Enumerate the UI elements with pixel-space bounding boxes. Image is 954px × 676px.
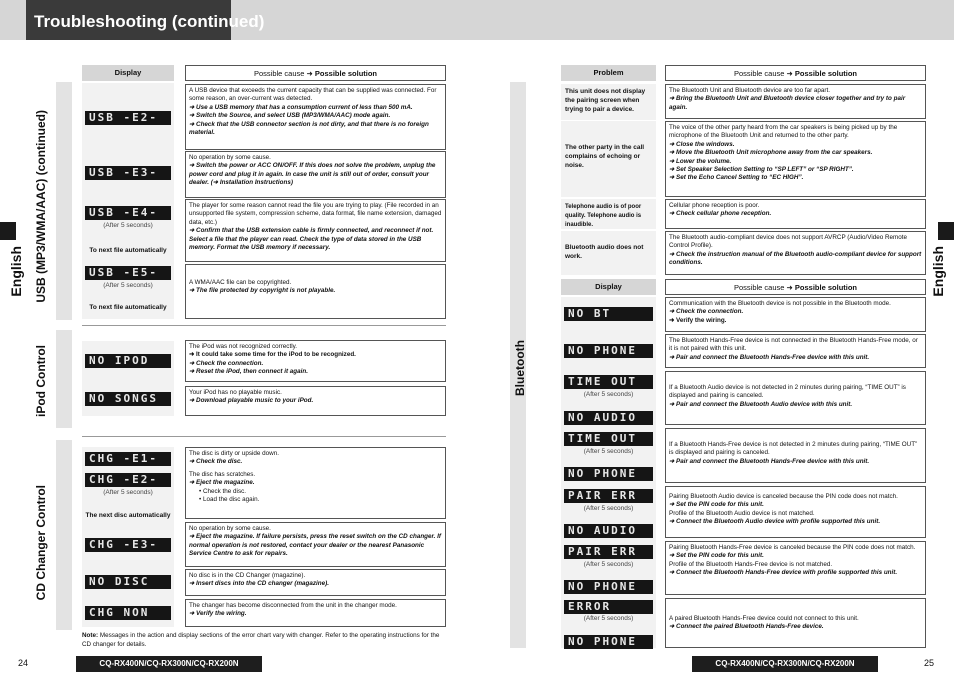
lcd-no-audio: NO AUDIO <box>564 411 653 425</box>
after-5-seconds-caption: (After 5 seconds) <box>583 615 634 622</box>
solution-text: ➜ Close the windows. <box>669 140 735 148</box>
lcd-no-audio: NO AUDIO <box>564 524 653 538</box>
arrow-icon: ➜ <box>786 283 793 292</box>
after-5-seconds-caption: (After 5 seconds) <box>103 222 153 229</box>
cause-text: The changer has become disconnected from the unit in the changer mode. <box>189 602 397 609</box>
solution-text: ➜ Confirm that the USB extension cable is firmly connected, and reconnect if not. Select a file that the player can read. Check the type of data stored in the USB memory. Format the USB memory if necessary. <box>189 227 434 252</box>
solution-text: ➜ Set the PIN code for this unit. <box>669 501 764 509</box>
lcd-no-phone: NO PHONE <box>564 344 653 358</box>
lcd-time-out: TIME OUT <box>564 375 653 389</box>
after-5-seconds-caption: (After 5 seconds) <box>583 561 634 568</box>
solution-text: ➜ Move the Bluetooth Unit microphone away from the car speakers. <box>669 149 873 157</box>
cause-box-no-phone <box>665 334 926 368</box>
cause-text: The Bluetooth Unit and Bluetooth device are too far apart. <box>669 87 831 94</box>
divider <box>82 325 446 326</box>
cause-text: The Bluetooth audio-compliant device does not support AVRCP (Audio/Video Remote Control Profile). <box>669 234 908 250</box>
divider <box>82 436 446 437</box>
solution-text: ➜ Switch the Source, and select USB (MP3/WMA/AAC) mode again. <box>189 112 391 120</box>
lcd-no-phone: NO PHONE <box>564 635 653 649</box>
after-5-seconds-caption: (After 5 seconds) <box>103 489 153 496</box>
lcd-chg-non: CHG NON <box>85 606 171 620</box>
cause-text: The voice of the other party heard from the car speakers is being picked up by the microphone of the Bluetooth Unit and returned to the other party. <box>669 124 898 140</box>
cause-text: Cellular phone reception is poor. <box>669 202 760 209</box>
lcd-no-ipod: NO IPOD <box>85 354 171 368</box>
solution-text: ➜ Switch the power or ACC ON/OFF. If this does not solve the problem, unplug the power cord and plug it in again. In case the unit is still out of order, consult your dealer. (➜ Installation Instructions) <box>189 162 436 187</box>
lcd-no-disc: NO DISC <box>85 575 171 589</box>
solution-text: ➜ Check cellular phone reception. <box>669 210 772 218</box>
model-banner-right: CQ-RX400N/CQ-RX300N/CQ-RX200N <box>692 656 878 672</box>
solution-text: ➜ It could take some time for the iPod to be recognized. <box>189 351 356 359</box>
cause-text: The iPod was not recognized correctly. <box>189 343 298 350</box>
right-header-display: Display <box>561 279 656 295</box>
lcd-time-out: TIME OUT <box>564 432 653 446</box>
cause-box-bt-audio <box>665 231 926 275</box>
cause-text: Communication with the Bluetooth device is not possible in the Bluetooth mode. <box>669 300 891 307</box>
cause-text: Pairing Bluetooth Audio device is canceled because the PIN code does not match. <box>669 493 898 500</box>
solution-text: ➜ Eject the magazine. <box>189 479 255 487</box>
solution-text: ➜ Pair and connect the Bluetooth Audio device with this unit. <box>669 400 853 408</box>
header-cause-text: Possible cause <box>733 283 785 292</box>
cause-box-usb-e2 <box>185 84 446 150</box>
header-cause-text: Possible cause <box>253 69 305 78</box>
cause-text: If a Bluetooth Audio device is not detected in 2 minutes during pairing, “TIME OUT” is displayed and pairing is canceled. <box>669 384 906 400</box>
cause-box-timeout-phone <box>665 428 926 483</box>
cause-box-no-bt <box>665 297 926 332</box>
cause-text: The disc has scratches. <box>189 470 256 478</box>
cause-box-chg-non <box>185 599 446 627</box>
cause-text: If a Bluetooth Hands-Free device is not detected in 2 minutes during pairing, “TIME OUT” is displayed and pairing is canceled. <box>669 441 918 457</box>
solution-text: ➜ Check that the USB connector section is not dirty, and that there is no foreign material. <box>189 120 429 137</box>
lcd-usb-e5: USB -E5- <box>85 266 171 280</box>
section-label-ipod: iPod Control <box>34 345 48 417</box>
solution-text: ➜ Pair and connect the Bluetooth Hands-Free device with this unit. <box>669 457 870 465</box>
after-5-seconds-caption: (After 5 seconds) <box>583 505 634 512</box>
after-5-seconds-caption: (After 5 seconds) <box>583 391 634 398</box>
cause-box-pairerr-audio <box>665 486 926 538</box>
section-label-cd-changer: CD Changer Control <box>34 485 48 601</box>
lcd-error: ERROR <box>564 600 653 614</box>
model-banner-left: CQ-RX400N/CQ-RX300N/CQ-RX200N <box>76 656 262 672</box>
cause-text: Profile of the Bluetooth Hands-Free device is not matched. <box>669 560 833 568</box>
cause-box-no-disc <box>185 569 446 596</box>
cause-box-echo <box>665 121 926 197</box>
next-disc-caption: The next disc automatically <box>85 512 171 519</box>
problem-pairing: This unit does not display the pairing screen when trying to pair a device. <box>561 84 656 120</box>
language-tab-left <box>0 222 16 240</box>
solution-text: ➜ Verify the wiring. <box>189 610 247 618</box>
after-5-seconds-caption: (After 5 seconds) <box>103 282 153 289</box>
header-solution-text: Possible solution <box>794 69 858 78</box>
solution-text: ➜ Reset the iPod, then connect it again. <box>189 368 308 376</box>
lcd-no-phone: NO PHONE <box>564 467 653 481</box>
cause-box-no-songs <box>185 386 446 416</box>
section-label-usb: USB (MP3/WMA/AAC) (continued) <box>34 110 48 303</box>
lcd-chg-e1: CHG -E1- <box>85 452 171 466</box>
cause-box-chg-e3 <box>185 522 446 567</box>
section-bar-usb <box>56 82 72 320</box>
lcd-usb-e2: USB -E2- <box>85 111 171 125</box>
solution-text: ➜ Check the connection. <box>189 359 264 367</box>
arrow-icon: ➜ <box>306 69 313 78</box>
next-file-caption: To next file automatically <box>89 247 167 254</box>
solution-text: ➜ Lower the volume. <box>669 157 732 165</box>
cause-box-no-ipod <box>185 340 446 382</box>
cause-box-pairerr-phone <box>665 541 926 595</box>
language-label-right: English <box>930 246 946 297</box>
right-header-cause <box>665 65 926 81</box>
cause-text: A paired Bluetooth Hands-Free device could not connect to this unit. <box>669 615 859 622</box>
lcd-pair-err: PAIR ERR <box>564 545 653 559</box>
cause-box-timeout-audio <box>665 371 926 425</box>
cause-box-quality <box>665 199 926 229</box>
left-header-display: Display <box>82 65 174 81</box>
solution-text: • Load the disc again. <box>199 496 260 504</box>
solution-text: ➜ Set the PIN code for this unit. <box>669 552 764 560</box>
header-solution-text: Possible solution <box>314 69 378 78</box>
lcd-chg-e3: CHG -E3- <box>85 538 171 552</box>
language-label-left: English <box>8 246 24 297</box>
solution-text: ➜ Connect the Bluetooth Audio device with profile supported this unit. <box>669 518 881 526</box>
header-solution-text: Possible solution <box>794 283 858 292</box>
left-header-cause <box>185 65 446 81</box>
cause-box-chg-e1-e2 <box>185 447 446 519</box>
page-title: Troubleshooting (continued) <box>26 0 231 40</box>
cause-box-pairing <box>665 84 926 119</box>
solution-text: • Check the disc. <box>199 487 247 495</box>
right-header-problem: Problem <box>561 65 656 81</box>
cause-box-error <box>665 598 926 648</box>
section-label-bluetooth: Bluetooth <box>513 340 527 396</box>
problem-quality: Telephone audio is of poor quality. Telephone audio is inaudible. <box>561 199 656 229</box>
lcd-usb-e3: USB -E3- <box>85 166 171 180</box>
cause-text: No disc is in the CD Changer (magazine). <box>189 572 306 579</box>
cause-text: No operation by some cause. <box>189 525 271 532</box>
problem-bt-audio: Bluetooth audio does not work. <box>561 231 656 275</box>
solution-text: ➜ The file protected by copyright is not playable. <box>189 287 336 295</box>
cause-box-usb-e5 <box>185 264 446 319</box>
cause-text: The player for some reason cannot read the file you are trying to play. (File recorded in an unsupported file system, compression scheme, data format, file name extension, damaged data, etc.) <box>189 202 442 226</box>
cause-text: The disc is dirty or upside down. <box>189 450 279 457</box>
solution-text: ➜ Connect the Bluetooth Hands-Free device with profile supported this unit. <box>669 569 898 577</box>
cause-text: A WMA/AAC file can be copyrighted. <box>189 279 292 286</box>
cause-text: Pairing Bluetooth Hands-Free device is canceled because the PIN code does not match. <box>669 544 916 551</box>
solution-text: ➜ Pair and connect the Bluetooth Hands-Free device with this unit. <box>669 353 870 361</box>
note-label: Note: <box>82 632 99 639</box>
solution-text: ➜ Bring the Bluetooth Unit and Bluetooth device closer together and try to pair again. <box>669 95 906 111</box>
cause-text: A USB device that exceeds the current capacity that can be supplied was connected. For some reason, an over-current was detected. <box>189 87 437 103</box>
after-5-seconds-caption: (After 5 seconds) <box>583 448 634 455</box>
footnote <box>82 632 446 649</box>
section-bar-ipod <box>56 330 72 428</box>
solution-text: ➜ Check the connection. <box>669 308 744 316</box>
solution-text: ➜ Connect the paired Bluetooth Hands-Free device. <box>669 623 824 631</box>
solution-text: ➜ Download playable music to your iPod. <box>189 397 314 405</box>
lcd-no-phone: NO PHONE <box>564 580 653 594</box>
arrow-icon: ➜ <box>786 69 793 78</box>
right-header-cause-2 <box>665 279 926 295</box>
solution-text: ➜ Insert discs into the CD changer (magazine). <box>189 580 329 588</box>
note-text: Messages in the action and display sections of the error chart vary with changer. Refer to the operating instructions for the CD changer for details. <box>82 632 440 648</box>
page-number-right: 25 <box>924 658 935 668</box>
problem-echo: The other party in the call complains of echoing or noise. <box>561 121 656 197</box>
lcd-chg-e2: CHG -E2- <box>85 473 171 487</box>
lcd-no-bt: NO BT <box>564 307 653 321</box>
lcd-no-songs: NO SONGS <box>85 392 171 406</box>
header-cause-text: Possible cause <box>733 69 785 78</box>
lcd-pair-err: PAIR ERR <box>564 489 653 503</box>
cause-text: The Bluetooth Hands-Free device is not connected in the Bluetooth Hands-Free mode, or it is not paired with this unit. <box>669 337 918 353</box>
solution-text: ➜ Verify the wiring. <box>669 316 727 324</box>
solution-text: ➜ Use a USB memory that has a consumption current of less than 500 mA. <box>189 103 413 111</box>
solution-text: ➜ Eject the magazine. If failure persists, press the reset switch on the CD changer. If normal operation is not restored, contact your dealer or the nearest Panasonic Service Centre to ask for repairs. <box>189 533 441 558</box>
solution-text: ➜ Set Speaker Selection Setting to “SP LEFT” or “SP RIGHT”. <box>669 166 854 174</box>
solution-text: ➜ Check the instruction manual of the Bluetooth audio-compliant device for support conditions. <box>669 250 922 267</box>
cause-text: Profile of the Bluetooth Audio device is not matched. <box>669 509 815 517</box>
solution-text: ➜ Check the disc. <box>189 458 243 466</box>
cause-box-usb-e3 <box>185 151 446 198</box>
solution-text: ➜ Set the Echo Cancel Setting to “EC HIGH”. <box>669 174 804 182</box>
page-number-left: 24 <box>18 658 29 668</box>
lcd-usb-e4: USB -E4- <box>85 206 171 220</box>
cause-text: No operation by some cause. <box>189 154 271 161</box>
language-tab-right <box>938 222 954 240</box>
cause-box-usb-e4 <box>185 199 446 262</box>
next-file-caption: To next file automatically <box>89 304 167 311</box>
section-bar-cd-changer <box>56 440 72 630</box>
cause-text: Your iPod has no playable music. <box>189 389 282 396</box>
